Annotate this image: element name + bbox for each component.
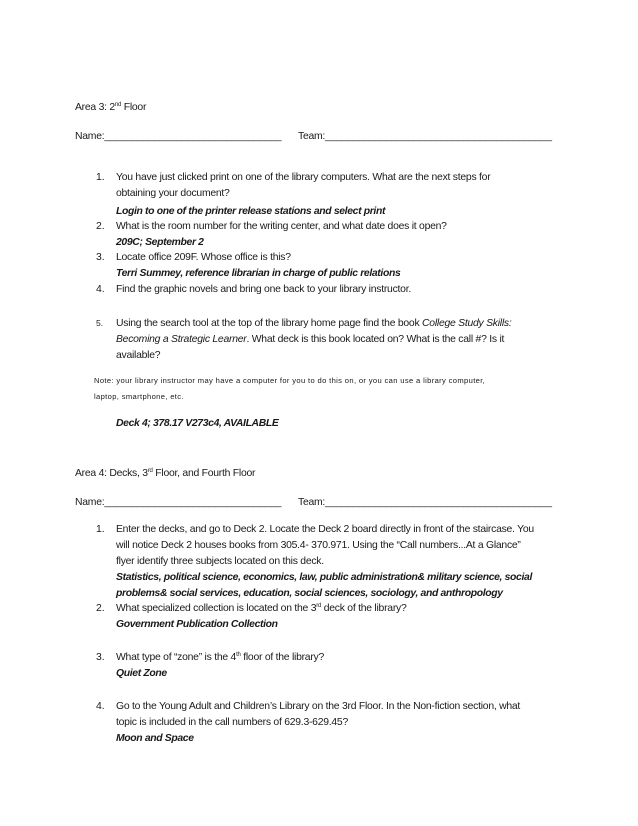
- area4-q3-text-1: [116, 651, 324, 664]
- area4-q4-number: 4.: [96, 701, 105, 712]
- area4-q1-text-3: flyer identify three subjects located on this deck.: [116, 556, 324, 567]
- area3-title-post: Floor: [121, 102, 147, 113]
- area3-deck-answer: Deck 4; 378.17 V273c4, AVAILABLE: [116, 418, 279, 429]
- area3-q5-text-1a: Using the search tool at the top of the library home page find the book: [116, 318, 423, 329]
- area3-q5-text-2b: . What deck is this book located on? What is the call #? Is it: [246, 334, 505, 345]
- area4-q3-answer: Quiet Zone: [116, 668, 167, 679]
- area3-q4-text-1: Find the graphic novels and bring one back to your library instructor.: [116, 284, 411, 295]
- area3-q2-answer: 209C; September 2: [116, 237, 204, 248]
- area4-q4-text-2: topic is included in the call numbers of 629.3-629.45?: [116, 717, 348, 728]
- area3-name-field[interactable]: Name:________________________________: [75, 131, 282, 142]
- area4-title-post: Floor, and Fourth Floor: [152, 468, 256, 479]
- area4-q3-sup: th: [236, 652, 241, 658]
- area3-note-line-2: laptop, smartphone, etc.: [94, 392, 184, 401]
- area4-team-field[interactable]: Team:_________________________________________: [298, 497, 552, 508]
- area4-title: [75, 467, 255, 480]
- area4-name-field[interactable]: Name:________________________________: [75, 497, 282, 508]
- area4-q3-number: 3.: [96, 652, 105, 663]
- area4-q1-number: 1.: [96, 524, 105, 535]
- area3-q5-book-title-1: College Study Skills:: [422, 318, 512, 329]
- area3-team-field[interactable]: Team:_________________________________________: [298, 131, 552, 142]
- area4-q1-text-1: Enter the decks, and go to Deck 2. Locate the Deck 2 board directly in front of the staircase. You: [116, 524, 534, 535]
- area4-q2-answer: Government Publication Collection: [116, 619, 278, 630]
- area3-title-sup: nd: [114, 102, 122, 108]
- area3-q4-number: 4.: [96, 284, 105, 295]
- area3-q1-text-2: obtaining your document?: [116, 188, 230, 199]
- area4-q1-answer-2: problems& social services, education, social sciences, sociology, and anthropology: [116, 588, 503, 599]
- area3-q3-text-1: Locate office 209F. Whose office is this?: [116, 252, 291, 263]
- area3-q1-number: 1.: [96, 172, 105, 183]
- area3-q5-book-title-2: Becoming a Strategic Learner: [116, 334, 247, 345]
- area3-q2-text-1: What is the room number for the writing center, and what date does it open?: [116, 221, 447, 232]
- area3-q5-number: 5.: [96, 318, 104, 328]
- area3-note-line-1: Note: your library instructor may have a computer for you to do this on, or you can use a library computer,: [94, 376, 486, 385]
- area3-title: [75, 101, 146, 114]
- area4-q3-text-1b: floor of the library?: [240, 652, 325, 663]
- area4-q1-text-2: will notice Deck 2 houses books from 305.4- 370.971. Using the “Call numbers...At a Glance”: [116, 540, 521, 551]
- area3-q1-answer: Login to one of the printer release stations and select print: [116, 206, 386, 217]
- area4-q3-text-1a: What type of “zone” is the 4: [116, 652, 237, 663]
- area4-q2-text-1a: What specialized collection is located on the 3: [116, 603, 317, 614]
- area4-q1-answer-1: Statistics, political science, economics, law, public administration& military science, social: [116, 572, 532, 583]
- area3-q5-text-1: [116, 317, 512, 330]
- area3-q3-answer: Terri Summey, reference librarian in charge of public relations: [116, 268, 401, 279]
- area4-q4-answer: Moon and Space: [116, 733, 194, 744]
- area3-q5-text-2: [116, 333, 504, 346]
- area4-q2-sup: rd: [316, 603, 322, 609]
- area4-q2-text-1: [116, 602, 407, 615]
- area4-q4-text-1: Go to the Young Adult and Children’s Library on the 3rd Floor. In the Non-fiction section, what: [116, 701, 521, 712]
- area4-title-text: Area 4: Decks, 3: [75, 468, 148, 479]
- area3-q3-number: 3.: [96, 252, 105, 263]
- area4-q2-text-1b: deck of the library?: [321, 603, 407, 614]
- area3-q5-text-3: available?: [116, 350, 161, 361]
- area3-title-text: Area 3: 2: [75, 102, 115, 113]
- area4-title-sup: rd: [147, 468, 153, 474]
- area3-q1-text-1: You have just clicked print on one of the library computers. What are the next steps for: [116, 172, 491, 183]
- area3-q2-number: 2.: [96, 221, 105, 232]
- area4-q2-number: 2.: [96, 603, 105, 614]
